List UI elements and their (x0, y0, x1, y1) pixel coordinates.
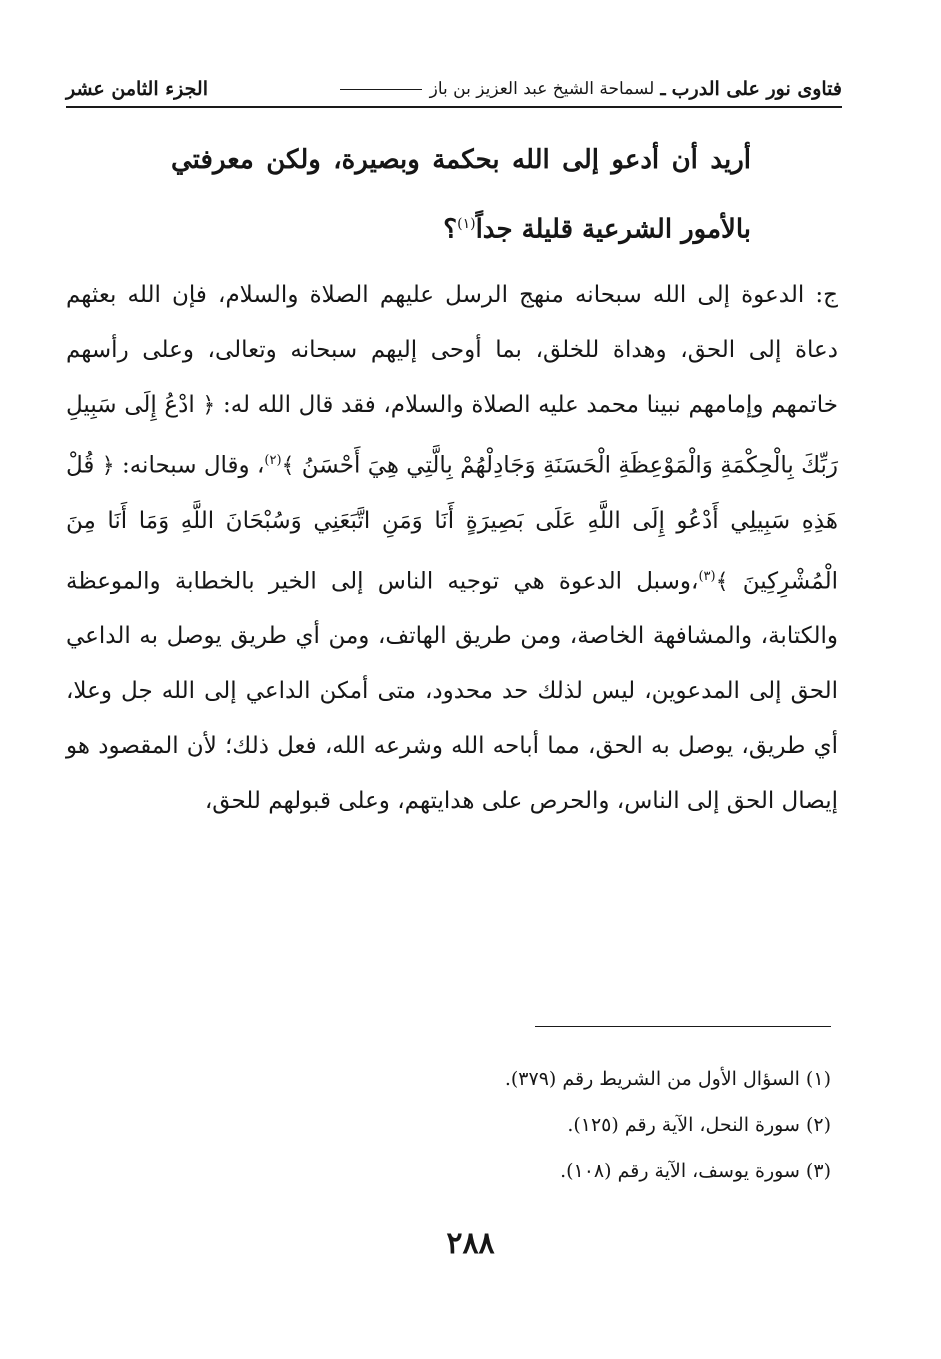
page-number: ٢٨٨ (446, 1226, 495, 1261)
book-title: فتاوى نور على الدرب (671, 78, 842, 100)
verse-open-bracket: ﴿ (202, 393, 216, 418)
footnote-ref-3: (٣) (698, 568, 716, 584)
answer-prefix: ج: (815, 282, 839, 308)
question-body: أريد أن أدعو إلى الله بحكمة وبصيرة، ولكن معرفتي بالأمور الشرعية قليلة جداً (171, 145, 751, 245)
question-mark: ؟ (443, 214, 458, 245)
header-separator: ـ (660, 78, 666, 100)
verse-open-bracket-2: ﴿ (101, 453, 115, 479)
quran-verse-2: قُلْ هَذِهِ سَبِيلِي أَدْعُو إِلَى اللَّهِ عَلَى بَصِيرَةٍ أَنَا وَمَنِ اتَّبَعَنِي وَسُبْحَانَ اللَّهِ وَمَا أَنَا مِنَ الْمُشْرِكِينَ (66, 452, 838, 595)
footnote-ref-1: (١) (457, 216, 476, 232)
question-text (171, 128, 751, 262)
quran-verse-1: ادْعُ إِلَى سَبِيلِ رَبِّكَ بِالْحِكْمَةِ وَالْمَوْعِظَةِ الْحَسَنَةِ وَجَادِلْهُمْ بِالَّتِي هِيَ أَحْسَنُ (66, 392, 839, 479)
footnote-divider (535, 1026, 831, 1027)
volume-label: الجزء الثامن عشر (66, 78, 208, 100)
header-rule (340, 89, 422, 90)
verse-close-bracket-2: ﴾ (715, 569, 729, 595)
answer-paragraph-3: ،وسبل الدعوة هي توجيه الناس إلى الخير بالخطابة والموعظة والكتابة، والمشافهة الخاصة، ومن طريق الهاتف، ومن أي طريق يوصل به الداعي الحق إلى المدعوين، ليس لذلك حد محدود، متى أمكن الداعي إلى الله جل وعلا، أي طريق، يوصل به الحق، مما أباحه الله وشرعه الله، فعل ذلك؛ لأن المقصود هو إيصال الحق إلى الناس، والحرص على هدايتهم، وعلى قبولهم للحق، (66, 568, 838, 815)
author-name: لسماحة الشيخ عبد العزيز بن باز (429, 79, 655, 99)
running-header (66, 72, 842, 108)
header-title (340, 78, 842, 100)
verse-close-bracket: ﴾ (281, 453, 295, 479)
footnote-1: (١) السؤال الأول من الشريط رقم (٣٧٩). (504, 1068, 831, 1090)
footnote-ref-2: (٢) (264, 453, 282, 468)
answer-text (66, 268, 838, 829)
footnotes (131, 1056, 831, 1194)
footnote-3: (٣) سورة يوسف، الآية رقم (١٠٨). (560, 1160, 831, 1182)
answer-paragraph-2: ، وقال سبحانه: (121, 452, 265, 479)
footnote-2: (٢) سورة النحل، الآية رقم (١٢٥). (567, 1114, 831, 1136)
answer-paragraph-1: الدعوة إلى الله سبحانه منهج الرسل عليهم الصلاة والسلام، فإن الله بعثهم دعاة إلى الحق، وهداة للخلق، بما أوحى إليهم سبحانه وتعالى، وعلى رأسهم خاتمهم وإمامهم نبينا محمد عليه الصلاة والسلام، فقد قال الله له: (66, 282, 838, 418)
